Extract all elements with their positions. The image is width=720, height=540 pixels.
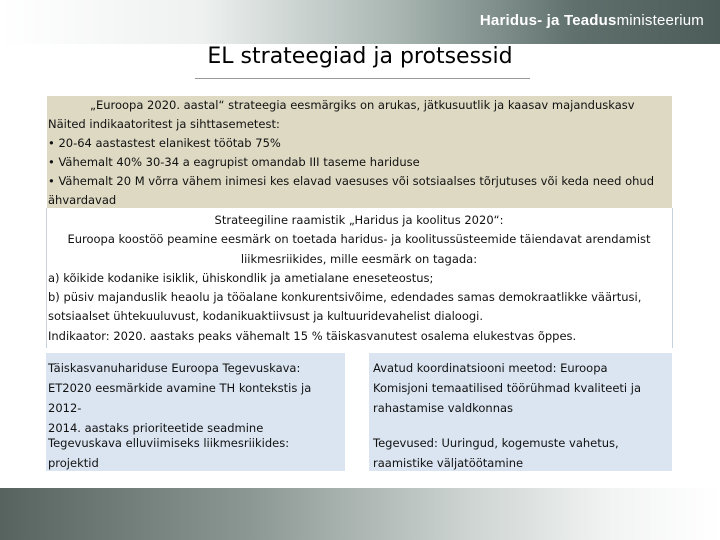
strategy-box [48, 96, 670, 210]
framework-border-right [672, 208, 673, 348]
strategy-bullet: • Vähemalt 40% 30-34 a eagrupist omandab III taseme hariduse [48, 155, 420, 169]
strategy-line: „Euroopa 2020. aastal“ strateegia eesmärgiks on arukas, jätkusuutlik ja kaasav majanduskasv [90, 98, 635, 112]
box-line: Täiskasvanuhariduse Euroopa Tegevuskava: [48, 361, 301, 375]
box-line: ET2020 eesmärkide avamine TH kontekstis ja 2012- [48, 381, 312, 415]
activities [373, 433, 668, 473]
box-line: rahastamise valdkonnas [373, 401, 514, 415]
adult-education-agenda [48, 358, 343, 438]
footer-band [0, 488, 720, 540]
adult-education-box [46, 353, 345, 471]
box-line: raamistike väljatöötamine [373, 456, 524, 470]
box-line: Tegevused: Uuringud, kogemuste vahetus, [373, 436, 619, 450]
box-line: Komisjoni temaatilised töörühmad kvaliteeti ja [373, 381, 642, 395]
framework-section [48, 211, 670, 346]
box-line: 2014. aastaks prioriteetide seadmine [48, 421, 264, 435]
ministry-name-light: ministeerium [616, 12, 704, 29]
framework-border-left [46, 208, 47, 348]
framework-heading: Strateegiline raamistik „Haridus ja koolitus 2020“: [214, 213, 504, 227]
framework-item: sotsiaalset ühtekuuluvust, kodanikuaktiivsust ja kultuuridevahelist dialoogi. [48, 309, 484, 324]
ministry-logo-text [480, 12, 704, 29]
slide-title: EL strateegiad ja protsessid [207, 44, 513, 69]
title-underline [195, 78, 530, 79]
framework-item: a) kõikide kodanike isiklik, ühiskondlik ja ametialane eneseteostus; [48, 270, 434, 285]
implementation-projects [48, 433, 343, 473]
strategy-line: Näited indikaatoritest ja sihttasemetest: [48, 117, 280, 131]
box-line: Tegevuskava elluviimiseks liikmesriikides: projektid [48, 436, 290, 470]
framework-indicator: Indikaator: 2020. aastaks peaks vähemalt 15 % täiskasvanutest osalema elukestvas õppes. [48, 328, 577, 343]
strategy-line: ähvardavad [48, 193, 117, 207]
strategy-bullet: • 20-64 aastastest elanikest töötab 75% [48, 136, 281, 150]
open-coordination-method [373, 358, 668, 418]
framework-line: liikmesriikides, mille eesmärk on tagada: [240, 251, 478, 266]
box-line: Avatud koordinatsiooni meetod: Euroopa [373, 361, 608, 375]
strategy-bullet: • Vähemalt 20 M võrra vähem inimesi kes elavad vaesuses või sotsiaalses tõrjutuses või keda need ohud [48, 174, 655, 188]
ministry-name-bold: Haridus- ja Teadus [479, 12, 617, 29]
framework-item: b) püsiv majanduslik heaolu ja tööalane konkurentsivõime, edendades samas demokraatlikke väärtusi, [48, 290, 642, 305]
framework-line: Euroopa koostöö peamine eesmärk on toetada haridus- ja koolitussüsteemide täiendavat arendamist [67, 232, 651, 247]
coordination-box [369, 353, 672, 471]
